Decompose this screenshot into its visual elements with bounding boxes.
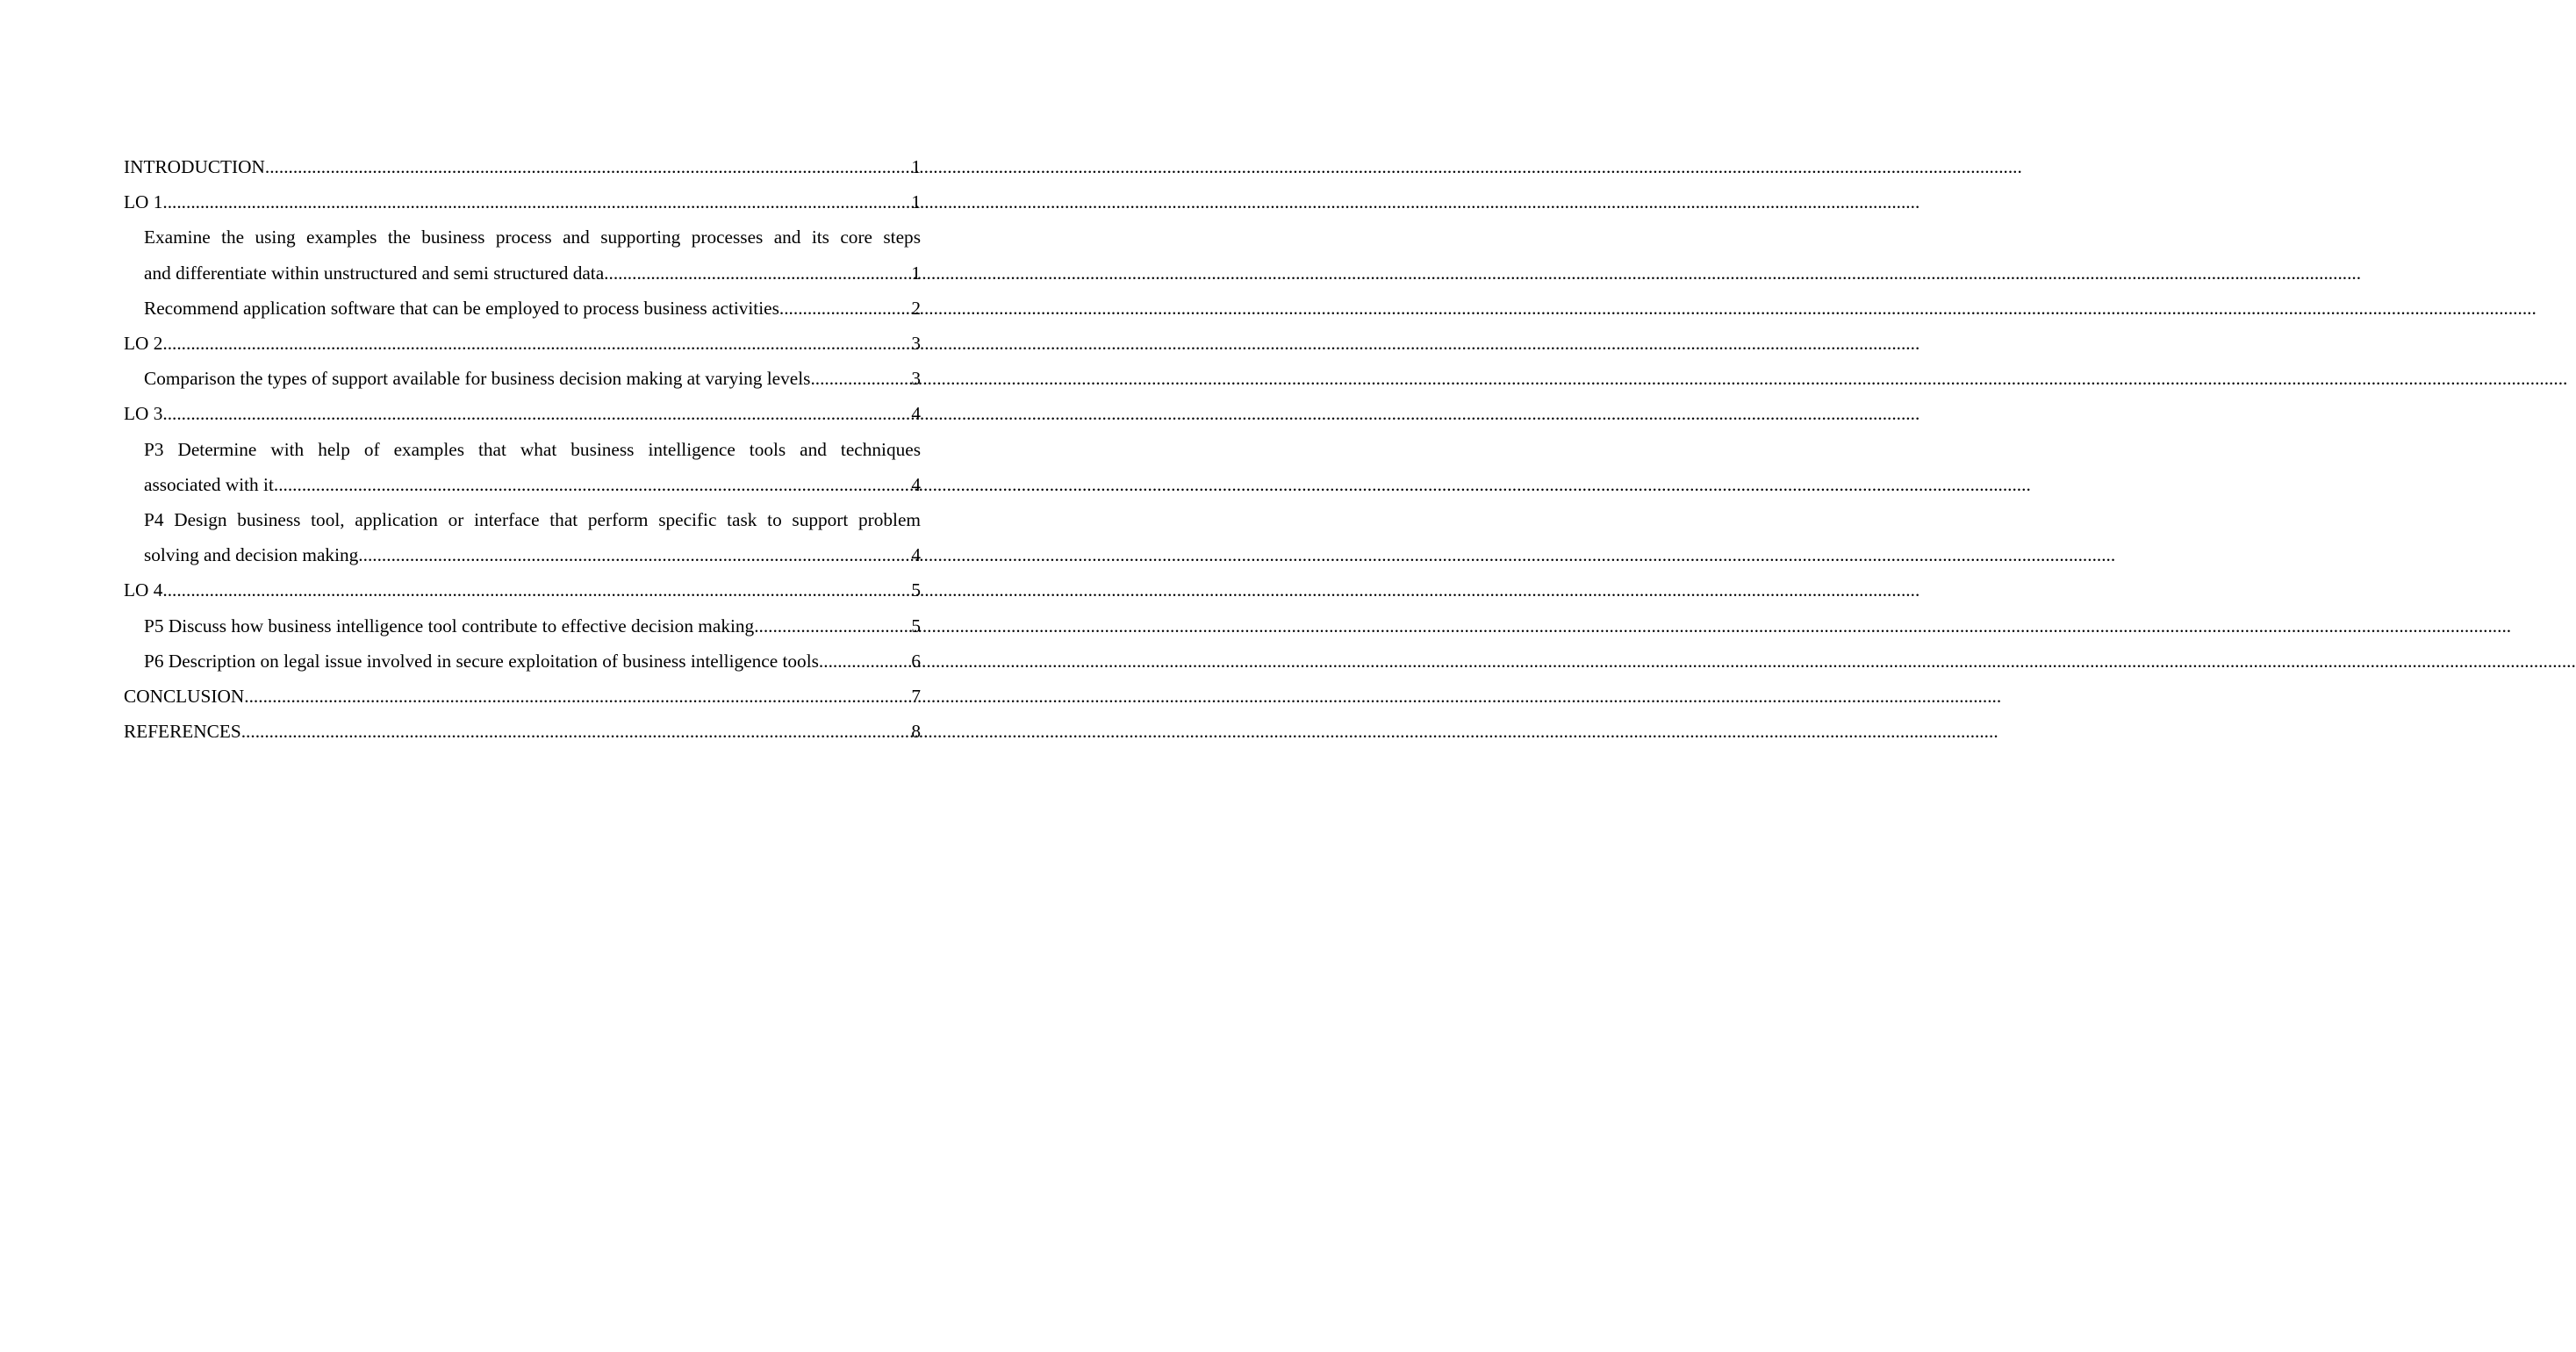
toc-entry-title-line: P4 Design business tool, application or interface that perform specific task to support problem — [144, 509, 921, 531]
toc-page-number: 7 — [911, 686, 921, 708]
toc-entry-introduction[interactable] — [124, 149, 921, 184]
toc-dot-leader — [604, 255, 911, 291]
toc-entry-title: P5 Discuss how business intelligence tool contribute to effective decision making — [144, 615, 755, 636]
toc-entry-lo2[interactable] — [124, 326, 921, 361]
toc-entry-p6[interactable] — [124, 644, 921, 679]
toc-entry-title: P6 Description on legal issue involved in secure exploitation of business intelligence tools — [144, 650, 819, 672]
toc-page-number: 1 — [911, 262, 921, 284]
toc-dot-leader — [162, 326, 911, 361]
table-of-contents — [124, 149, 921, 749]
toc-entry-p4[interactable] — [124, 502, 921, 572]
toc-page-number: 1 — [911, 156, 921, 177]
toc-entry-p3[interactable] — [124, 432, 921, 502]
toc-page-number: 3 — [911, 333, 921, 355]
toc-page-number: 4 — [911, 473, 921, 495]
toc-dot-leader — [819, 644, 911, 679]
toc-entry-lo3[interactable] — [124, 396, 921, 431]
toc-page-number: 8 — [911, 721, 921, 743]
toc-dot-leader — [241, 714, 912, 749]
toc-entry-conclusion[interactable] — [124, 679, 921, 714]
toc-entry-title: REFERENCES — [124, 721, 241, 743]
toc-page-number: 2 — [911, 297, 921, 319]
toc-dot-leader — [265, 149, 911, 184]
toc-entry-title: CONCLUSION — [124, 686, 245, 708]
toc-entry-title: LO 1 — [124, 191, 163, 213]
toc-entry-title-line: P3 Determine with help of examples that what business intelligence tools and techniques — [144, 438, 921, 460]
toc-entry-lo4[interactable] — [124, 572, 921, 608]
toc-dot-leader — [754, 608, 911, 644]
toc-entry-title: INTRODUCTION — [124, 156, 265, 177]
toc-entry-title: and differentiate within unstructured and semi structured data — [144, 262, 605, 284]
toc-page-number: 3 — [911, 368, 921, 390]
toc-entry-lo1[interactable] — [124, 184, 921, 219]
toc-entry-comparison-support[interactable] — [124, 361, 921, 396]
toc-page-number: 4 — [911, 403, 921, 425]
toc-page-number: 1 — [911, 191, 921, 213]
toc-entry-title: LO 4 — [124, 579, 163, 601]
toc-dot-leader — [162, 396, 911, 431]
toc-entry-title: solving and decision making — [144, 544, 359, 566]
toc-dot-leader — [358, 537, 911, 572]
toc-entry-title: LO 2 — [124, 333, 163, 355]
toc-dot-leader — [274, 467, 911, 502]
toc-dot-leader — [162, 184, 911, 219]
toc-entry-recommend-software[interactable] — [124, 291, 921, 326]
toc-dot-leader — [162, 572, 911, 608]
toc-dot-leader — [244, 679, 911, 714]
toc-entry-p5[interactable] — [124, 608, 921, 644]
toc-page-number: 5 — [911, 615, 921, 636]
toc-entry-title-line: Examine the using examples the business process and supporting processes and its core steps — [144, 227, 921, 248]
toc-entry-title: LO 3 — [124, 403, 163, 425]
toc-dot-leader — [810, 361, 911, 396]
toc-entry-title: associated with it — [144, 473, 274, 495]
toc-entry-references[interactable] — [124, 714, 921, 749]
toc-page-number: 4 — [911, 544, 921, 566]
toc-page-number: 6 — [911, 650, 921, 672]
toc-entry-title: Recommend application software that can be employed to process business activities — [144, 297, 779, 319]
toc-page-number: 5 — [911, 579, 921, 601]
toc-entry-examine-business-process[interactable] — [124, 219, 921, 290]
toc-dot-leader — [779, 291, 911, 326]
toc-entry-title: Comparison the types of support available for business decision making at varying levels — [144, 368, 811, 390]
